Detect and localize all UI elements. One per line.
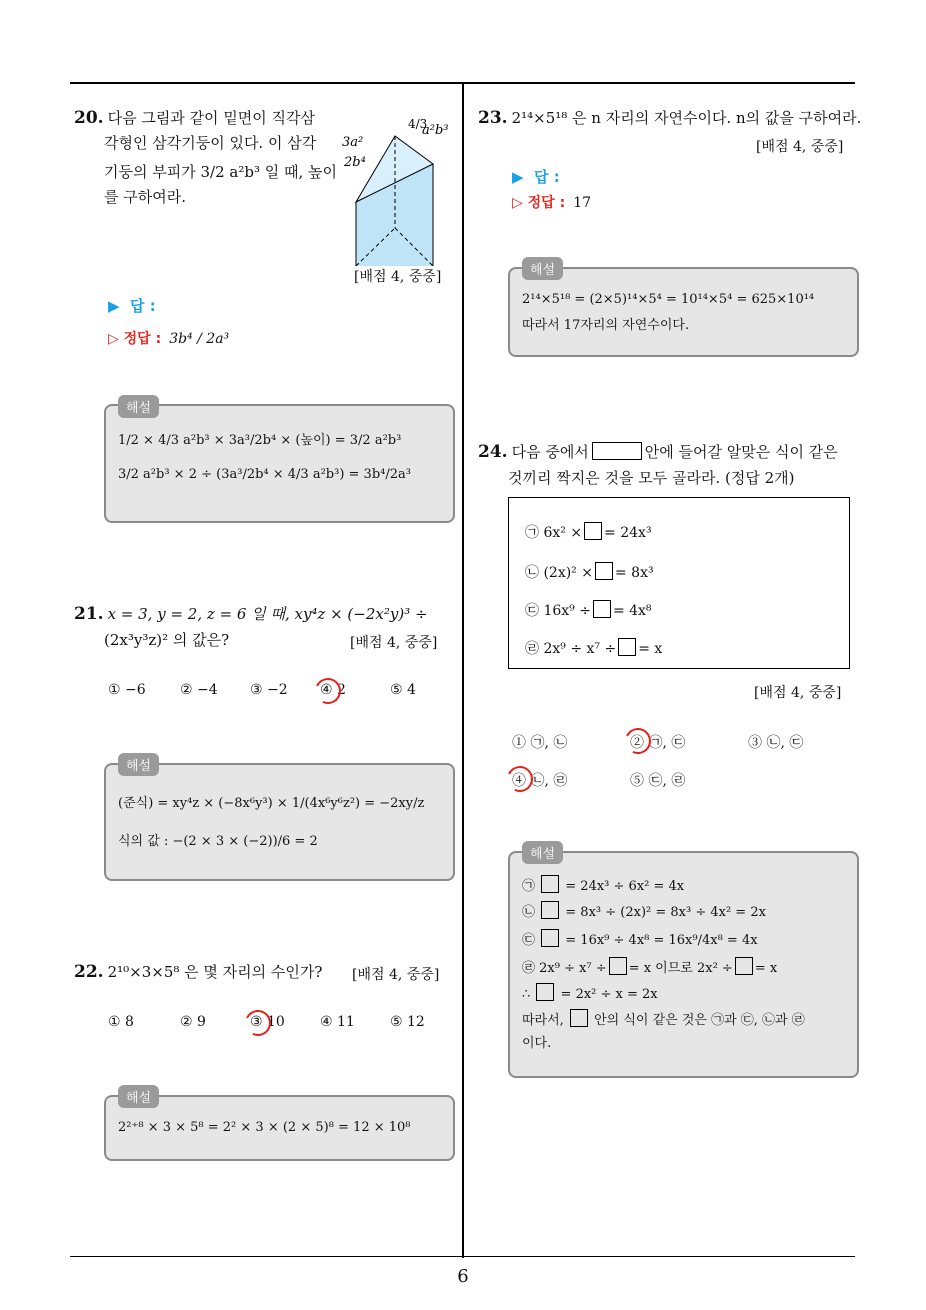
solution-tag: 해설 xyxy=(522,257,563,280)
solution-line: 2¹⁴×5¹⁸ = (2×5)¹⁴×5⁴ = 10¹⁴×5⁴ = 625×10¹⁴ xyxy=(522,292,815,307)
bottom-rule xyxy=(70,1256,855,1257)
blank-box xyxy=(592,442,642,460)
question-number: 23. xyxy=(478,108,508,128)
expression-item: ㉣ 2x⁹ ÷ x⁷ ÷ = x xyxy=(525,638,662,658)
choice-3[interactable]: ③ 10 xyxy=(250,1014,285,1030)
expression-item: ㉡ (2x)² × = 8x³ xyxy=(525,562,654,582)
question-number: 24. xyxy=(478,442,508,462)
question-text: 2¹⁴×5¹⁸ 은 n 자리의 자연수이다. n의 값을 구하여라. xyxy=(511,109,862,127)
solution-tag: 해설 xyxy=(522,841,563,864)
selected-mark xyxy=(311,674,344,707)
answer-label: 답 : xyxy=(534,168,560,186)
selected-mark xyxy=(503,762,536,795)
solution-box xyxy=(508,267,859,357)
triangle-icon: ▷ xyxy=(108,331,119,347)
choice-1[interactable]: ① ㉠, ㉡ xyxy=(512,735,568,751)
choice-1[interactable]: ① −6 xyxy=(108,682,146,698)
solution-line: ㉠ = 24x³ ÷ 6x² = 4x xyxy=(522,875,684,898)
question-text: 것끼리 짝지은 것을 모두 골라라. (정답 2개) xyxy=(508,469,795,487)
selected-mark xyxy=(621,724,654,757)
answer-field[interactable] xyxy=(512,166,560,187)
correct-value: 17 xyxy=(573,195,592,211)
choice-2[interactable]: ② ㉠, ㉢ xyxy=(630,735,686,751)
question-text: (2x³y³z)² 의 값은? xyxy=(104,631,230,649)
solution-tag: 해설 xyxy=(118,1085,159,1108)
solution-line: 따라서 17자리의 자연수이다. xyxy=(522,318,690,333)
correct-answer xyxy=(512,192,591,212)
question-text: x = 3, y = 2, z = 6 일 때, xy⁴z × (−2x²y)³ ÷ xyxy=(107,605,428,623)
solution-line: 3/2 a²b³ × 2 ÷ (3a³/2b⁴ × 4/3 a²b³) = 3b⁴/2a³ xyxy=(118,467,411,482)
figure-label: a²b³ xyxy=(422,123,449,138)
figure-label: 3a² xyxy=(342,135,364,150)
score-meta: [배점 4, 중중] xyxy=(352,967,440,983)
correct-value: 3b⁴ / 2a³ xyxy=(169,331,230,347)
question-number: 22. xyxy=(74,962,104,982)
solution-line: 1/2 × 4/3 a²b³ × 3a³/2b⁴ × (높이) = 3/2 a²b³ xyxy=(118,433,402,448)
triangular-prism-figure xyxy=(338,108,458,266)
answer-label: 답 : xyxy=(130,297,156,315)
choice-5[interactable]: ⑤ 12 xyxy=(390,1014,425,1030)
question-text: 각형인 삼각기둥이 있다. 이 삼각 xyxy=(104,134,317,152)
solution-line: 2²⁺⁸ × 3 × 5⁸ = 2² × 3 × (2 × 5)⁸ = 12 × 10⁸ xyxy=(118,1120,411,1135)
question-number: 20. xyxy=(74,108,104,128)
score-meta: [배점 4, 중중] xyxy=(350,635,438,651)
column-divider xyxy=(462,84,464,1258)
score-meta: [배점 4, 중중] xyxy=(754,685,842,701)
choice-3[interactable]: ③ −2 xyxy=(250,682,288,698)
choice-4[interactable]: ④ ㉡, ㉣ xyxy=(512,773,568,789)
question-text: 기둥의 부피가 3/2 a²b³ 일 때, 높이 xyxy=(104,163,337,181)
page-number: 6 xyxy=(457,1266,469,1287)
question-text: 2¹⁰×3×5⁸ 은 몇 자리의 수인가? xyxy=(107,963,323,981)
solution-line: 따라서, 안의 식이 같은 것은 ㉠과 ㉢, ㉡과 ㉣ xyxy=(522,1009,805,1032)
expression-item: ㉢ 16x⁹ ÷ = 4x⁸ xyxy=(525,600,652,620)
choice-4[interactable]: ④ 2 xyxy=(320,682,346,698)
question-text: 안에 들어갈 알맞은 식이 같은 xyxy=(644,443,838,461)
solution-line: ㉣ 2x⁹ ÷ x⁷ ÷ = x 이므로 2x² ÷ = x xyxy=(522,957,777,980)
figure-label: 4/3 xyxy=(408,117,428,131)
solution-tag: 해설 xyxy=(118,753,159,776)
choice-3[interactable]: ③ ㉡, ㉢ xyxy=(748,735,804,751)
score-meta: [배점 4, 중중] xyxy=(756,139,844,155)
question-text: 다음 그림과 같이 밑면이 직각삼 xyxy=(107,109,316,127)
correct-label: 정답 : xyxy=(527,195,566,211)
solution-line: ㉢ = 16x⁹ ÷ 4x⁸ = 16x⁹/4x⁸ = 4x xyxy=(522,929,758,952)
question-number: 21. xyxy=(74,604,104,624)
expression-box xyxy=(508,497,850,669)
solution-line: 식의 값 : −(2 × 3 × (−2))/6 = 2 xyxy=(118,834,318,849)
choice-5[interactable]: ⑤ ㉢, ㉣ xyxy=(630,773,686,789)
question-text: 다음 중에서 xyxy=(511,443,589,461)
choice-2[interactable]: ② 9 xyxy=(180,1014,206,1030)
solution-line: ∴ = 2x² ÷ x = 2x xyxy=(522,983,658,1006)
choice-5[interactable]: ⑤ 4 xyxy=(390,682,416,698)
solution-tag: 해설 xyxy=(118,395,159,418)
play-icon: ▶ xyxy=(512,168,524,186)
solution-box xyxy=(104,404,455,523)
question-text: 를 구하여라. xyxy=(104,188,186,206)
solution-line: 이다. xyxy=(522,1036,552,1051)
solution-line: (준식) = xy⁴z × (−8x⁶y³) × 1/(4x⁶y⁶z²) = −2xy/z xyxy=(118,796,425,811)
solution-box xyxy=(104,763,455,881)
solution-line: ㉡ = 8x³ ÷ (2x)² = 8x³ ÷ 4x² = 2x xyxy=(522,901,766,924)
choice-2[interactable]: ② −4 xyxy=(180,682,218,698)
triangle-icon: ▷ xyxy=(512,195,523,211)
answer-field[interactable] xyxy=(108,295,156,316)
correct-label: 정답 : xyxy=(123,331,162,347)
expression-item: ㉠ 6x² × = 24x³ xyxy=(525,522,652,542)
selected-mark xyxy=(241,1006,274,1039)
choice-1[interactable]: ① 8 xyxy=(108,1014,134,1030)
figure-label: 2b⁴ xyxy=(344,155,366,170)
choice-4[interactable]: ④ 11 xyxy=(320,1014,355,1030)
solution-box xyxy=(508,851,859,1078)
play-icon: ▶ xyxy=(108,297,120,315)
correct-answer xyxy=(108,328,229,348)
score-meta: [배점 4, 중중] xyxy=(354,269,442,285)
